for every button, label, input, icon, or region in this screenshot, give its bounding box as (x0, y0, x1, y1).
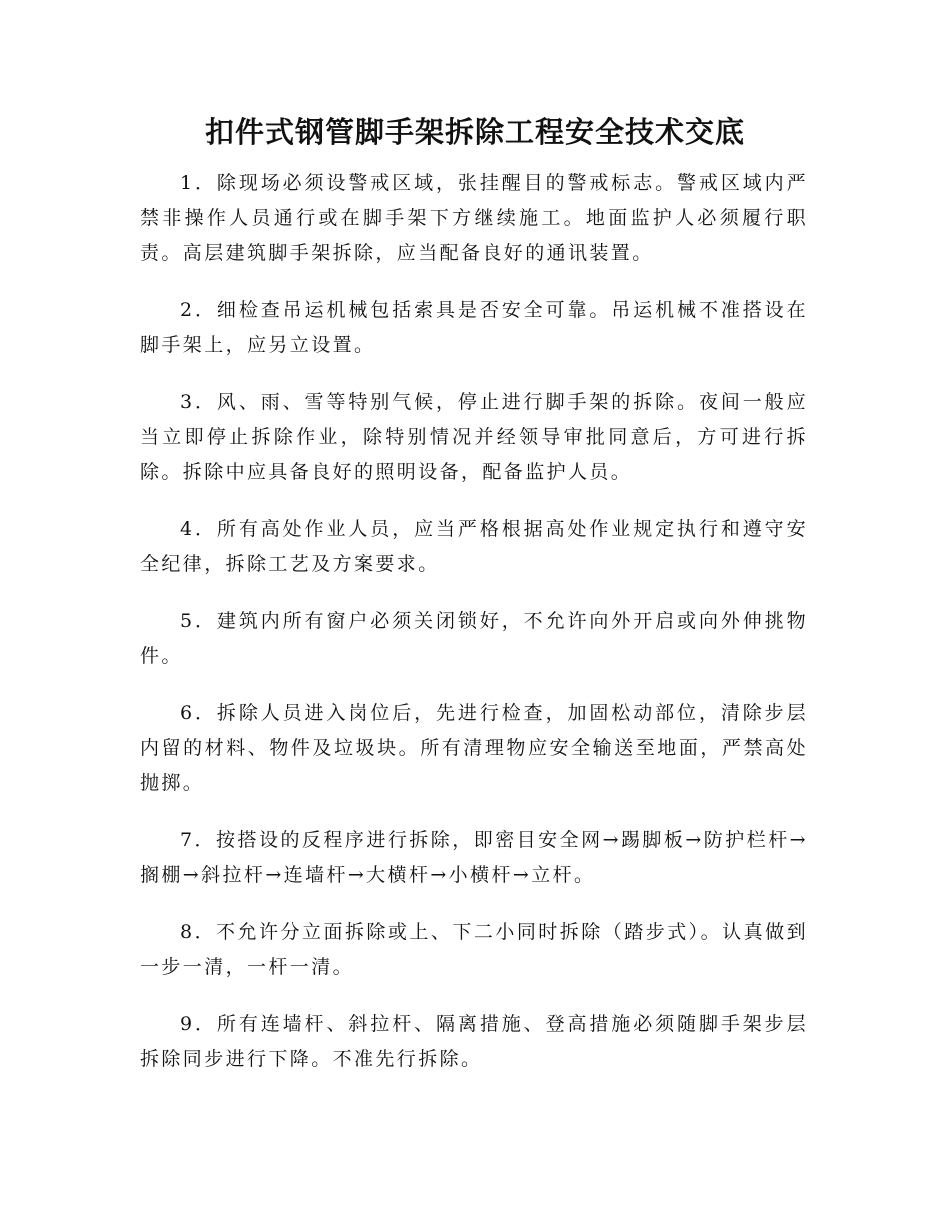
paragraph-2: 2．细检查吊运机械包括索具是否安全可靠。吊运机械不准搭设在脚手架上，应另立设置。 (140, 299, 808, 356)
paragraph-4: 4．所有高处作业人员，应当严格根据高处作业规定执行和遵守安全纪律，拆除工艺及方案要求。 (140, 518, 808, 575)
paragraph-7: 7．按搭设的反程序进行拆除，即密目安全网→踢脚板→防护栏杆→搁棚→斜拉杆→连墙杆→大横杆→小横杆→立杆。 (140, 829, 808, 886)
paragraph-9: 9．所有连墙杆、斜拉杆、隔离措施、登高措施必须随脚手架步层拆除同步进行下降。不准先行拆除。 (140, 1013, 808, 1070)
paragraph-5: 5．建筑内所有窗户必须关闭锁好，不允许向外开启或向外伸挑物件。 (140, 610, 808, 667)
paragraph-1: 1．除现场必须设警戒区域，张挂醒目的警戒标志。警戒区域内严禁非操作人员通行或在脚手架下方继续施工。地面监护人必须履行职责。高层建筑脚手架拆除，应当配备良好的通讯装置。 (140, 172, 808, 264)
paragraph-3: 3．风、雨、雪等特别气候，停止进行脚手架的拆除。夜间一般应当立即停止拆除作业，除特别情况并经领导审批同意后，方可进行拆除。拆除中应具备良好的照明设备，配备监护人员。 (140, 391, 808, 483)
document-title: 扣件式钢管脚手架拆除工程安全技术交底 (204, 115, 745, 149)
document-body (140, 166, 808, 1099)
paragraph-8: 8．不允许分立面拆除或上、下二小同时拆除（踏步式）。认真做到一步一清，一杆一清。 (140, 921, 808, 978)
paragraph-6: 6．拆除人员进入岗位后，先进行检查，加固松动部位，清除步层内留的材料、物件及垃圾块。所有清理物应安全输送至地面，严禁高处抛掷。 (140, 702, 808, 794)
